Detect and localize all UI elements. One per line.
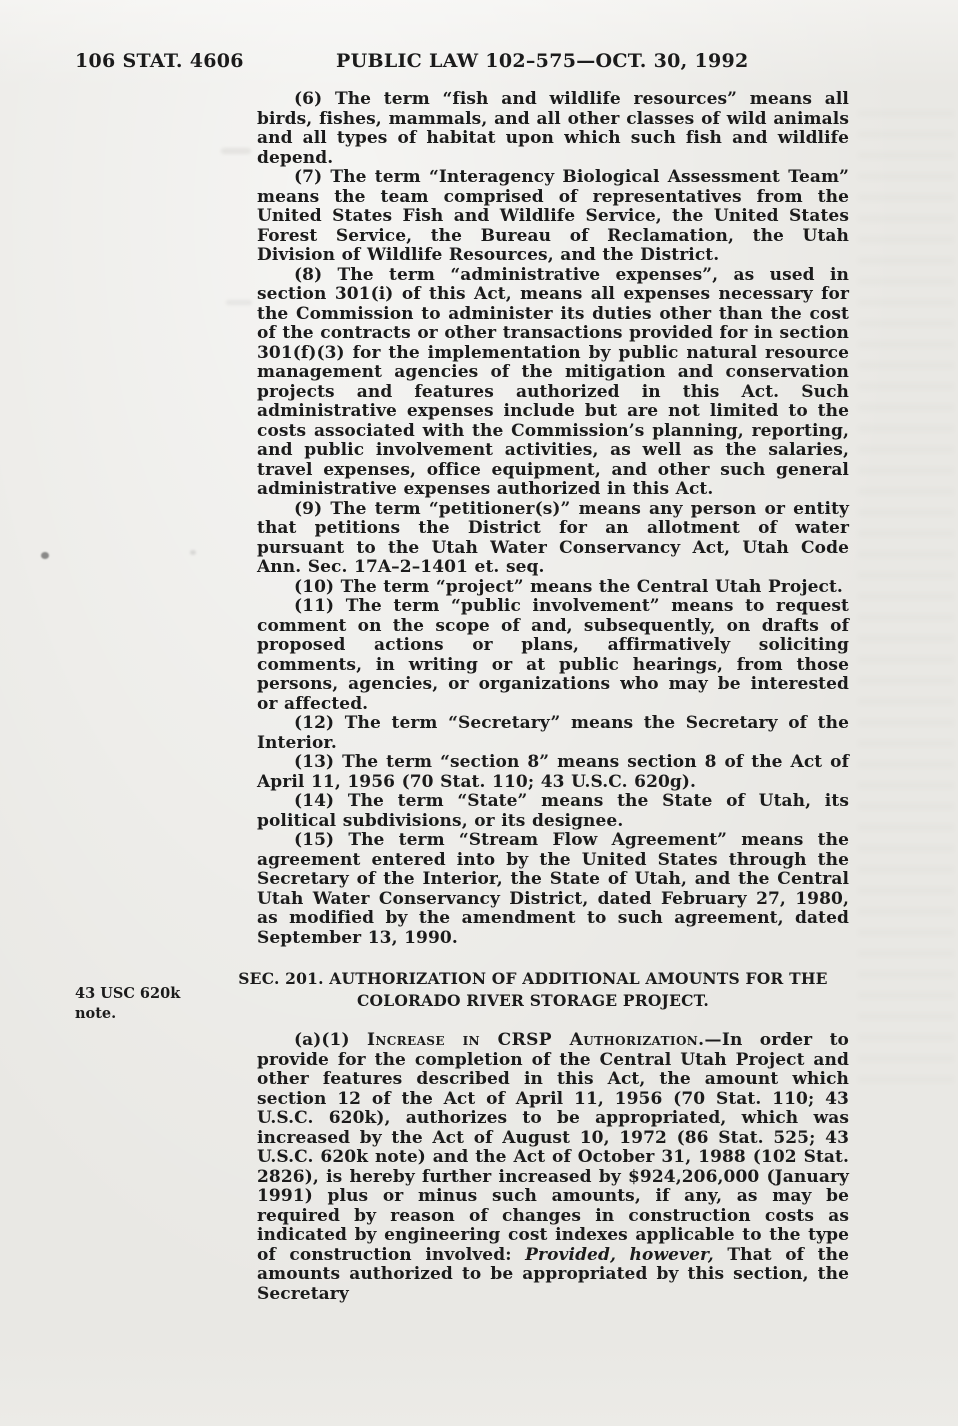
definition-paragraph-14: (14) The term “State” means the State of Utah, its political subdivisions, or its designee. xyxy=(257,791,849,831)
definition-paragraph-9: (9) The term “petitioner(s)” means any person or entity that petitions the District for an allotment of water pursuant to the Utah Water Conservancy Act, Utah Code Ann. Sec. 17A–2–1401 et. seq. xyxy=(257,498,849,577)
section-201-heading: SEC. 201. AUTHORIZATION OF ADDITIONAL AMOUNTS FOR THE COLORADO RIVER STORAGE PROJECT. xyxy=(238,969,828,1010)
definition-paragraph-11: (11) The term “public involvement” means to request comment on the scope of and, subsequently, on drafts of proposed actions or plans, affirmatively soliciting comments, in writing or at public hearings, from those persons, agencies, or organizations who may be interested or affected. xyxy=(257,596,849,714)
scan-smudge xyxy=(221,148,251,154)
definition-paragraph-12: (12) The term “Secretary” means the Secretary of the Interior. xyxy=(257,713,849,753)
definition-paragraph-10: (10) The term “project” means the Central Utah Project. xyxy=(294,576,843,597)
scan-bleedthrough xyxy=(858,110,954,1090)
statute-text-column xyxy=(238,89,849,1304)
definition-paragraph-8: (8) The term “administrative expenses”, as used in section 301(i) of this Act, means all expenses necessary for the Commission to administer its duties other than the cost of the contracts or other transactions provided for in section 301(f)(3) for the implementation by public natural resource management agencies of the mitigation and conservation projects and features authorized in this Act. Such administrative expenses include but are not limited to the costs associated with the Commission’s planning, reporting, and public involvement activities, as well as the salaries, travel expenses, office equipment, and other such general administrative expenses authorized in this Act. xyxy=(257,264,849,499)
scan-smudge xyxy=(226,300,252,305)
scan-speck xyxy=(41,552,49,559)
paragraph-a1-label: (a)(1) xyxy=(294,1030,367,1050)
definition-paragraph-6: (6) The term “fish and wildlife resources” means all birds, fishes, mammals, and all other classes of wild animals and all types of habitat upon which such fish and wildlife depend. xyxy=(257,89,849,168)
scan-speck xyxy=(190,550,196,555)
paragraph-a1-sidehead: Increase in CRSP Authorization.— xyxy=(367,1030,722,1050)
stat-page-number: 106 STAT. 4606 xyxy=(75,50,244,72)
definition-paragraph-15: (15) The term “Stream Flow Agreement” means the agreement entered into by the United States through the Secretary of the Interior, the State of Utah, and the Central Utah Water Conservancy District, dated February 27, 1980, as modified by the amendment to such agreement, dated September 13, 1990. xyxy=(257,830,849,948)
paragraph-a1-proviso: Provided, however, xyxy=(525,1244,714,1265)
public-law-header: PUBLIC LAW 102–575—OCT. 30, 1992 xyxy=(336,50,749,72)
definition-paragraph-7: (7) The term “Interagency Biological Assessment Team” means the team comprised of representatives from the United States Fish and Wildlife Service, the United States Forest Service, the Bureau of Reclamation, the Utah Division of Wildlife Resources, and the District. xyxy=(257,167,849,265)
paragraph-a1-body-2: That of the amounts authorized to be appropriated by this section, the Secretary xyxy=(257,1244,849,1304)
paragraph-a1-body-1: In order to provide for the completion of the Central Utah Project and other features described in this Act, the amount which section 12 of the Act of April 11, 1956 (70 Stat. 110; 43 U.S.C. 620k), authorizes to be appropriated, which was increased by the Act of August 10, 1972 (86 Stat. 525; 43 U.S.C. 620k note) and the Act of October 31, 1988 (102 Stat. 2826), is hereby further increased by $924,206,000 (January 1991) plus or minus such amounts, if any, as may be required by reason of changes in construction costs as indicated by engineering cost indexes applicable to the type of construction involved: xyxy=(257,1030,849,1265)
margin-note-43-usc-620k: 43 USC 620k note. xyxy=(75,985,181,1022)
section-201-paragraph-a1 xyxy=(257,1031,849,1304)
definition-paragraph-13: (13) The term “section 8” means section 8 of the Act of April 11, 1956 (70 Stat. 110; 43 U.S.C. 620g). xyxy=(257,752,849,792)
